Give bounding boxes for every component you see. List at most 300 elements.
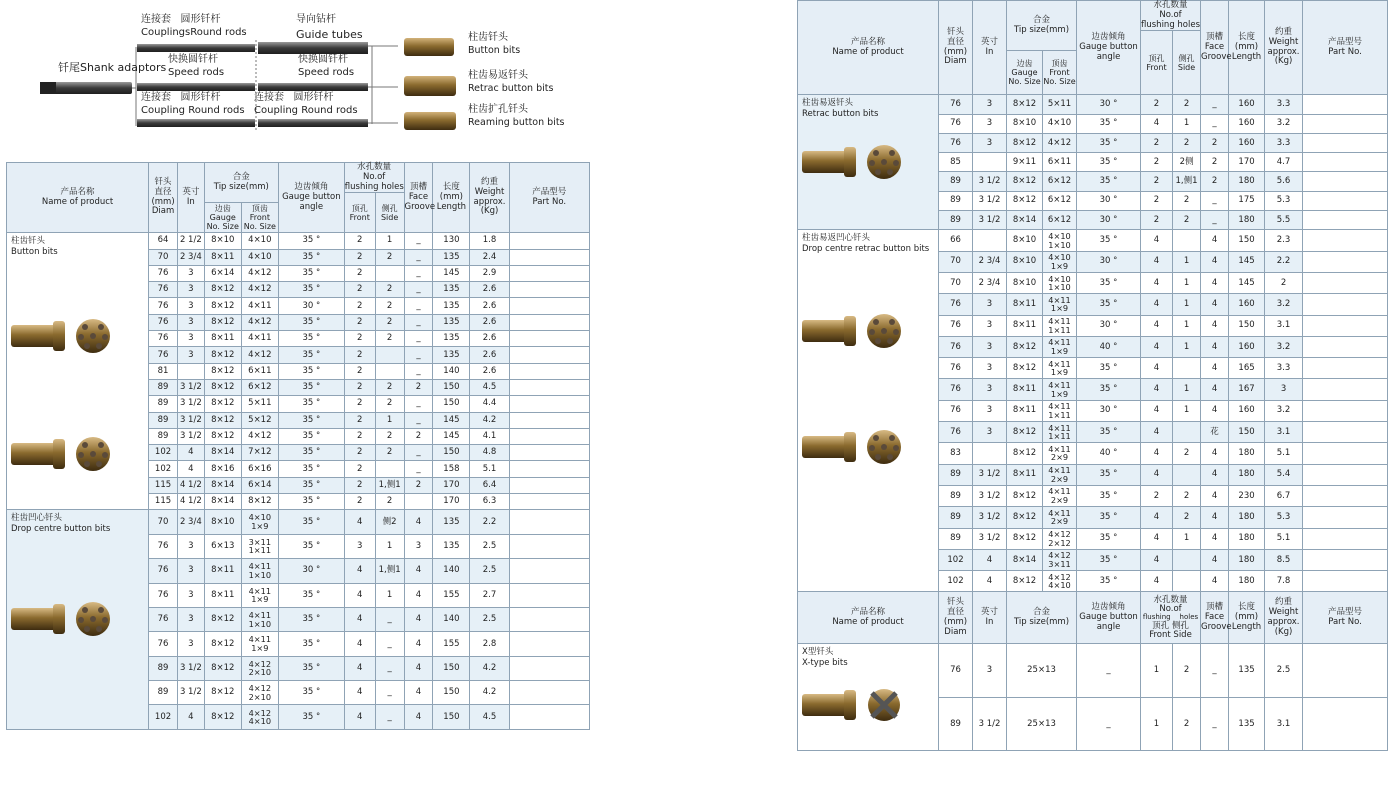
table-cell: 89 bbox=[939, 697, 973, 751]
table-cell: 6×11 bbox=[241, 363, 278, 379]
table-cell: 4×11 1×9 bbox=[241, 583, 278, 607]
table-cell: 2.6 bbox=[470, 347, 509, 363]
table-cell: 150 bbox=[1229, 315, 1265, 336]
table-cell: 1,侧1 bbox=[375, 559, 404, 583]
table-cell: 1 bbox=[1173, 528, 1201, 549]
table-cell: 8×10 bbox=[204, 510, 241, 534]
table-cell: 3 bbox=[973, 336, 1007, 357]
table-cell: 4 bbox=[177, 445, 204, 461]
table-cell: 6×12 bbox=[241, 379, 278, 395]
table-cell: 4×11 2×9 bbox=[1043, 464, 1077, 485]
table-cell: 30 ° bbox=[1077, 95, 1141, 114]
table-cell: 150 bbox=[433, 445, 470, 461]
label-retrac-bits-cn: 柱齿易返钎头 bbox=[468, 70, 528, 81]
table-cell: 35 ° bbox=[278, 314, 344, 330]
table-cell: 4 bbox=[404, 705, 433, 729]
table-cell: 8×12 bbox=[204, 379, 241, 395]
part-no-cell bbox=[509, 583, 589, 607]
table-cell: 4 bbox=[1201, 272, 1229, 293]
table-cell: 4 bbox=[1201, 443, 1229, 464]
table-cell: _ bbox=[1201, 95, 1229, 114]
table-cell: 8×11 bbox=[1007, 379, 1043, 400]
table-cell: 2.6 bbox=[470, 298, 509, 314]
table-cell: 3 1/2 bbox=[973, 191, 1007, 210]
part-no-cell bbox=[509, 445, 589, 461]
table-cell: 4×11 1×9 bbox=[241, 632, 278, 656]
table-cell: 35 ° bbox=[278, 705, 344, 729]
table-cell: 4 bbox=[344, 583, 375, 607]
table-cell: 35 ° bbox=[1077, 507, 1141, 528]
table-cell: 8×12 bbox=[204, 363, 241, 379]
table-cell: 2.5 bbox=[1265, 644, 1303, 698]
table-cell: 8×12 bbox=[204, 396, 241, 412]
table-cell: 4×11 1×10 bbox=[241, 559, 278, 583]
table-cell: 8×12 bbox=[1007, 95, 1043, 114]
product-name-cn: 柱齿易返凹心钎头 bbox=[802, 233, 871, 244]
table-cell: 4×11 2×9 bbox=[1043, 443, 1077, 464]
table-cell: 2 3/4 bbox=[973, 272, 1007, 293]
table-cell: 3 bbox=[177, 347, 204, 363]
part-no-cell bbox=[1303, 422, 1388, 443]
part-no-cell bbox=[509, 705, 589, 729]
table-cell: 170 bbox=[1229, 153, 1265, 172]
table-cell bbox=[1173, 230, 1201, 251]
col-part-no: 产品型号 Part No. bbox=[1303, 1, 1388, 95]
table-cell: 8×12 bbox=[204, 347, 241, 363]
part-no-cell bbox=[509, 314, 589, 330]
table-cell: 4×12 bbox=[241, 314, 278, 330]
table-cell: 1 bbox=[1173, 294, 1201, 315]
table-cell: 4 bbox=[1141, 379, 1173, 400]
table-cell: 3.2 bbox=[1265, 114, 1303, 133]
product-name-cell bbox=[798, 95, 939, 230]
table-cell: 115 bbox=[149, 477, 178, 493]
table-cell: 3 1/2 bbox=[973, 528, 1007, 549]
table-cell: 5×11 bbox=[1043, 95, 1077, 114]
table-cell: 2 bbox=[1141, 211, 1173, 230]
table-cell: 35 ° bbox=[1077, 464, 1141, 485]
part-no-cell bbox=[1303, 443, 1388, 464]
part-no-cell bbox=[509, 477, 589, 493]
table-cell: 2.2 bbox=[1265, 251, 1303, 272]
table-cell: 3 bbox=[973, 400, 1007, 421]
table-cell: 170 bbox=[433, 477, 470, 493]
table-cell: 8×12 bbox=[204, 314, 241, 330]
col-weight: 约重 Weight approx. (Kg) bbox=[1265, 1, 1303, 95]
table-cell: 160 bbox=[1229, 400, 1265, 421]
table-cell: 76 bbox=[149, 265, 178, 281]
table-cell: 4 bbox=[1141, 443, 1173, 464]
table-cell: 89 bbox=[149, 656, 178, 680]
table-cell: 4 bbox=[1201, 230, 1229, 251]
part-no-cell bbox=[1303, 336, 1388, 357]
table-cell: 4 bbox=[404, 681, 433, 705]
table-cell: 4 bbox=[1201, 571, 1229, 592]
table-cell: 2 bbox=[344, 445, 375, 461]
table-cell: 3.1 bbox=[1265, 422, 1303, 443]
table-cell: 3 1/2 bbox=[973, 464, 1007, 485]
table-cell: 3.2 bbox=[1265, 294, 1303, 315]
table-cell: 158 bbox=[433, 461, 470, 477]
table-cell: 4×11 1×9 bbox=[1043, 358, 1077, 379]
table-cell: 66 bbox=[939, 230, 973, 251]
table-cell: 35 ° bbox=[278, 445, 344, 461]
part-no-cell bbox=[1303, 358, 1388, 379]
table-cell: 89 bbox=[149, 428, 178, 444]
table-cell: _ bbox=[404, 461, 433, 477]
table-cell: _ bbox=[1077, 697, 1141, 751]
table-cell: 4×12 bbox=[1043, 133, 1077, 152]
table-cell: 3 1/2 bbox=[177, 428, 204, 444]
label-button-bits-cn: 柱齿钎头 bbox=[468, 32, 508, 43]
table-cell: 35 ° bbox=[1077, 549, 1141, 570]
table-cell: 89 bbox=[939, 464, 973, 485]
button-bit-shape bbox=[404, 38, 454, 56]
table-cell bbox=[404, 494, 433, 510]
table-cell: 1.8 bbox=[470, 233, 509, 249]
table-cell: 4×11 2×9 bbox=[1043, 485, 1077, 506]
table-cell: 8×11 bbox=[1007, 315, 1043, 336]
part-no-cell bbox=[1303, 507, 1388, 528]
table-cell: 102 bbox=[149, 705, 178, 729]
table-cell: 76 bbox=[939, 133, 973, 152]
table-cell: 4 bbox=[1201, 464, 1229, 485]
table-cell: 35 ° bbox=[278, 249, 344, 265]
table-cell: 8×11 bbox=[204, 559, 241, 583]
label-couplings-cn: 连接套 圆形钎杆 bbox=[141, 14, 221, 25]
table-cell: 180 bbox=[1229, 211, 1265, 230]
table-cell: 3.3 bbox=[1265, 95, 1303, 114]
table-cell: 2 bbox=[344, 265, 375, 281]
table-cell bbox=[973, 443, 1007, 464]
table-cell: 170 bbox=[433, 494, 470, 510]
table-cell: 2 bbox=[344, 494, 375, 510]
table-cell: _ bbox=[404, 363, 433, 379]
table-cell: 8×16 bbox=[204, 461, 241, 477]
label-coupling-cn-2: 连接套 圆形钎杆 bbox=[141, 92, 221, 103]
table-cell: 8×14 bbox=[204, 477, 241, 493]
table-cell: _ bbox=[1201, 191, 1229, 210]
table-cell: 35 ° bbox=[278, 363, 344, 379]
col-length: 长度 (mm) Length bbox=[1229, 1, 1265, 95]
table-cell: 2 bbox=[404, 379, 433, 395]
table-cell: 35 ° bbox=[1077, 422, 1141, 443]
product-name-cn: X型钎头 bbox=[802, 647, 834, 658]
table-cell: 3 bbox=[973, 294, 1007, 315]
part-no-cell bbox=[1303, 294, 1388, 315]
table-cell: 4×11 1×10 bbox=[241, 607, 278, 631]
bit-image bbox=[800, 426, 910, 468]
table-cell: 8×12 bbox=[1007, 191, 1043, 210]
table-cell: 2.9 bbox=[470, 265, 509, 281]
table-cell bbox=[973, 153, 1007, 172]
table-cell: _ bbox=[404, 331, 433, 347]
bit-image bbox=[800, 310, 910, 352]
table-cell: 3 1/2 bbox=[973, 507, 1007, 528]
table-cell: 8×12 bbox=[241, 494, 278, 510]
table-cell: 145 bbox=[433, 412, 470, 428]
table-cell: 5.5 bbox=[1265, 211, 1303, 230]
col-inch-x: 英寸 In bbox=[973, 592, 1007, 644]
col-tip-size: 合金 Tip size(mm) bbox=[204, 163, 278, 203]
table-cell: 35 ° bbox=[1077, 294, 1141, 315]
table-cell: 35 ° bbox=[278, 282, 344, 298]
col-weight: 约重 Weight approx. (Kg) bbox=[470, 163, 509, 233]
table-cell: 2.5 bbox=[470, 534, 509, 558]
part-no-cell bbox=[509, 331, 589, 347]
table-cell: 2 bbox=[344, 379, 375, 395]
table-cell: 2.5 bbox=[470, 607, 509, 631]
table-cell: 35 ° bbox=[1077, 485, 1141, 506]
table-cell: 40 ° bbox=[1077, 443, 1141, 464]
table-cell: 35 ° bbox=[278, 656, 344, 680]
table-cell: 2 bbox=[344, 428, 375, 444]
group-x-type-bits bbox=[798, 644, 1388, 751]
table-cell: 140 bbox=[433, 559, 470, 583]
part-no-cell bbox=[1303, 133, 1388, 152]
product-name-cell bbox=[7, 510, 149, 730]
table-cell: 89 bbox=[939, 211, 973, 230]
part-no-cell bbox=[1303, 315, 1388, 336]
round-rod-shape-3 bbox=[258, 119, 368, 127]
table-cell: 3.3 bbox=[1265, 358, 1303, 379]
table-cell: 2 bbox=[375, 494, 404, 510]
table-cell: 8×12 bbox=[1007, 172, 1043, 191]
table-cell: 8×12 bbox=[1007, 133, 1043, 152]
table-cell: 150 bbox=[433, 681, 470, 705]
speed-rod-shape-2 bbox=[258, 83, 368, 91]
table-cell: 4 bbox=[1141, 358, 1173, 379]
bit-image bbox=[9, 598, 119, 640]
label-coupling-en-2: Coupling Round rods bbox=[141, 105, 245, 116]
table-cell: 35 ° bbox=[1077, 114, 1141, 133]
table-cell: 4 bbox=[404, 559, 433, 583]
part-no-cell bbox=[509, 379, 589, 395]
part-no-cell bbox=[509, 607, 589, 631]
table-cell bbox=[375, 265, 404, 281]
col-flush-front: 顶孔 Front bbox=[1141, 31, 1173, 95]
table-cell bbox=[375, 461, 404, 477]
table-cell: 35 ° bbox=[1077, 379, 1141, 400]
table-cell: 6×13 bbox=[204, 534, 241, 558]
col-product-name-x: 产品名称 Name of product bbox=[798, 592, 939, 644]
table-cell: 89 bbox=[939, 507, 973, 528]
table-cell: 5.1 bbox=[1265, 443, 1303, 464]
table-cell: 35 ° bbox=[278, 347, 344, 363]
col-face-groove-x: 顶槽 Face Groove bbox=[1201, 592, 1229, 644]
table-cell: 35 ° bbox=[1077, 153, 1141, 172]
table-cell: 2 bbox=[1173, 485, 1201, 506]
table-cell: 115 bbox=[149, 494, 178, 510]
table-cell: 8×10 bbox=[1007, 230, 1043, 251]
table-cell: 8×11 bbox=[204, 331, 241, 347]
product-name-cell bbox=[7, 233, 149, 510]
table-cell: 175 bbox=[1229, 191, 1265, 210]
table-cell: 180 bbox=[1229, 464, 1265, 485]
table-cell: 3 bbox=[177, 331, 204, 347]
part-no-cell bbox=[1303, 191, 1388, 210]
table-cell: 4×12 bbox=[241, 347, 278, 363]
table-cell: 35 ° bbox=[1077, 172, 1141, 191]
table-cell: 花 bbox=[1201, 422, 1229, 443]
table-cell: 2 bbox=[344, 363, 375, 379]
table-cell: 4 bbox=[177, 705, 204, 729]
table-cell: 3 bbox=[973, 133, 1007, 152]
table-cell: 76 bbox=[939, 358, 973, 379]
table-cell: 76 bbox=[939, 114, 973, 133]
table-cell: 76 bbox=[149, 559, 178, 583]
table-cell: 6.4 bbox=[470, 477, 509, 493]
table-cell: 2 bbox=[344, 282, 375, 298]
label-button-bits-en: Button bits bbox=[468, 45, 521, 56]
table-cell: 4 bbox=[1141, 315, 1173, 336]
col-product-name: 产品名称 Name of product bbox=[7, 163, 149, 233]
label-retrac-bits-en: Retrac button bits bbox=[468, 83, 554, 94]
label-speed-rods-en: Speed rods bbox=[168, 67, 225, 78]
table-cell: 4 bbox=[1201, 336, 1229, 357]
table-cell: 1 bbox=[375, 534, 404, 558]
table-cell: 3.2 bbox=[1265, 336, 1303, 357]
part-no-cell bbox=[1303, 251, 1388, 272]
label-shank-adaptors: 钎尾Shank adaptors bbox=[58, 61, 167, 74]
part-no-cell bbox=[1303, 114, 1388, 133]
table-cell bbox=[1173, 571, 1201, 592]
table-cell: 4×11 1×11 bbox=[1043, 315, 1077, 336]
table-cell: 35 ° bbox=[278, 428, 344, 444]
table-cell: 3 bbox=[973, 358, 1007, 379]
table-cell: 35 ° bbox=[278, 583, 344, 607]
table-cell: 8×11 bbox=[204, 249, 241, 265]
col-face-groove: 顶槽 Face Groove bbox=[1201, 1, 1229, 95]
table-cell: 4×12 bbox=[241, 265, 278, 281]
table-cell: 4×12 4×10 bbox=[241, 705, 278, 729]
table-cell: 4 bbox=[1141, 400, 1173, 421]
table-cell: 76 bbox=[939, 294, 973, 315]
table-cell: 3 bbox=[177, 282, 204, 298]
table-cell: 4×12 bbox=[241, 282, 278, 298]
table-cell: 30 ° bbox=[278, 298, 344, 314]
table-cell: 3.3 bbox=[1265, 133, 1303, 152]
table-cell: 8×12 bbox=[204, 298, 241, 314]
table-cell: 35 ° bbox=[278, 265, 344, 281]
bit-image bbox=[9, 433, 119, 475]
table-cell: 3 1/2 bbox=[177, 681, 204, 705]
table-cell: 8×12 bbox=[204, 705, 241, 729]
product-name-cn: 柱齿易返钎头 bbox=[802, 98, 854, 109]
table-cell: 150 bbox=[433, 379, 470, 395]
table-cell: 2 bbox=[344, 396, 375, 412]
table-cell: 2 bbox=[375, 314, 404, 330]
table-cell: 25×13 bbox=[1007, 697, 1077, 751]
group-drop-centre-retrac-bits bbox=[798, 230, 1388, 592]
table-cell: 1 bbox=[375, 233, 404, 249]
table-cell: 1 bbox=[1173, 114, 1201, 133]
table-cell: 89 bbox=[939, 528, 973, 549]
col-flushing-holes: 水孔数量 No.of flushing holes bbox=[344, 162, 404, 192]
table-cell: 76 bbox=[149, 282, 178, 298]
col-weight-x: 约重 Weight approx. (Kg) bbox=[1265, 592, 1303, 644]
col-diameter-x: 钎头 直径 (mm) Diam bbox=[939, 592, 973, 644]
col-gauge-angle: 边齿倾角 Gauge button angle bbox=[1077, 1, 1141, 95]
part-no-cell bbox=[1303, 379, 1388, 400]
table-cell bbox=[375, 347, 404, 363]
table-cell: 3 1/2 bbox=[177, 412, 204, 428]
table-cell: 4×10 1×9 bbox=[241, 510, 278, 534]
product-name-cn: 柱齿钎头 bbox=[11, 236, 46, 247]
table-cell: 4×10 bbox=[1043, 114, 1077, 133]
table-cell: 76 bbox=[149, 534, 178, 558]
table-cell: 3 bbox=[973, 379, 1007, 400]
table-cell: 4 bbox=[404, 632, 433, 656]
table-cell: 230 bbox=[1229, 485, 1265, 506]
table-cell: 4 bbox=[973, 571, 1007, 592]
part-no-cell bbox=[1303, 230, 1388, 251]
button-bits-table bbox=[6, 162, 590, 730]
table-cell: 1 bbox=[1173, 272, 1201, 293]
table-cell: 6×12 bbox=[1043, 191, 1077, 210]
part-no-cell bbox=[509, 282, 589, 298]
round-rod-shape bbox=[137, 44, 255, 52]
table-cell: 150 bbox=[433, 705, 470, 729]
table-cell: 2 bbox=[1173, 191, 1201, 210]
table-cell: 5.3 bbox=[1265, 507, 1303, 528]
table-cell: 150 bbox=[1229, 230, 1265, 251]
table-cell: 3 bbox=[973, 95, 1007, 114]
table-cell: 3 1/2 bbox=[973, 172, 1007, 191]
table-header bbox=[7, 163, 590, 233]
table-cell: 145 bbox=[1229, 251, 1265, 272]
table-cell: 4 1/2 bbox=[177, 477, 204, 493]
table-cell: 2 bbox=[1141, 485, 1173, 506]
col-flush-front: 顶孔 Front bbox=[344, 193, 375, 233]
table-cell: 89 bbox=[149, 681, 178, 705]
table-cell: 4 bbox=[404, 656, 433, 680]
table-cell: 89 bbox=[149, 379, 178, 395]
table-cell: 6×12 bbox=[1043, 211, 1077, 230]
table-cell: 2 bbox=[1141, 172, 1173, 191]
table-cell: 3.1 bbox=[1265, 315, 1303, 336]
table-cell: 2 bbox=[1141, 95, 1173, 114]
table-cell: 3 bbox=[973, 114, 1007, 133]
part-no-cell bbox=[1303, 95, 1388, 114]
table-cell: 4 bbox=[404, 510, 433, 534]
table-cell: 4.7 bbox=[1265, 153, 1303, 172]
table-cell: 2 bbox=[344, 249, 375, 265]
table-cell: 140 bbox=[433, 607, 470, 631]
table-cell: 1 bbox=[1173, 251, 1201, 272]
table-cell: 3×11 1×11 bbox=[241, 534, 278, 558]
table-cell: 4×10 1×10 bbox=[1043, 272, 1077, 293]
table-cell: 135 bbox=[1229, 697, 1265, 751]
table-cell: 35 ° bbox=[278, 331, 344, 347]
table-cell: 8×10 bbox=[1007, 272, 1043, 293]
table-cell: 150 bbox=[1229, 422, 1265, 443]
table-cell: 8×12 bbox=[1007, 528, 1043, 549]
table-cell: 81 bbox=[149, 363, 178, 379]
table-cell: 4×12 4×10 bbox=[1043, 571, 1077, 592]
table-cell: 4 bbox=[344, 607, 375, 631]
table-cell: 8×12 bbox=[1007, 358, 1043, 379]
table-cell: 4 bbox=[1141, 114, 1173, 133]
round-rod-shape-2 bbox=[137, 119, 255, 127]
part-no-cell bbox=[509, 656, 589, 680]
label-speed-rods-en-2: Speed rods bbox=[298, 67, 355, 78]
part-no-cell bbox=[1303, 697, 1388, 751]
table-cell: 4 bbox=[1141, 230, 1173, 251]
table-cell: 9×11 bbox=[1007, 153, 1043, 172]
table-cell: 4 bbox=[1201, 549, 1229, 570]
table-cell: _ bbox=[404, 249, 433, 265]
